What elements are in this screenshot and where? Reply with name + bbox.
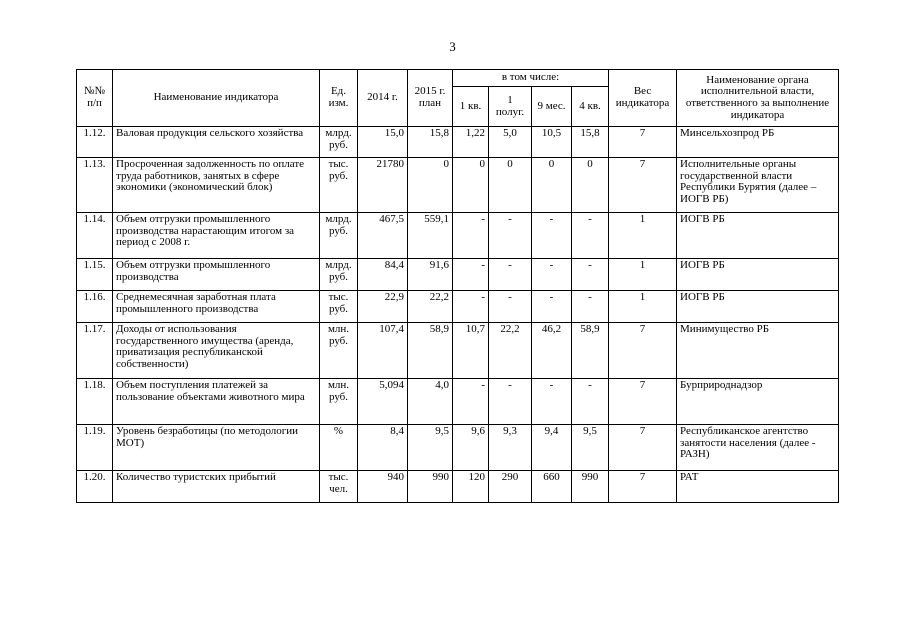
row-name: Среднемесячная заработная плата промышленного производства <box>113 291 320 323</box>
row-weight: 7 <box>609 158 677 213</box>
row-name: Уровень безработицы (по методологии МОТ) <box>113 425 320 471</box>
row-name: Валовая продукция сельского хозяйства <box>113 127 320 158</box>
table-row <box>77 323 839 379</box>
row-2014: 21780 <box>358 158 408 213</box>
row-num: 1.12. <box>77 127 113 158</box>
row-q4: - <box>572 259 609 291</box>
row-name: Объем отгрузки промышленного производства нарастающим итогом за период с 2008 г. <box>113 213 320 259</box>
table-row <box>77 425 839 471</box>
row-name: Доходы от использования государственного имущества (аренда, приватизация республиканской собственности) <box>113 323 320 379</box>
row-weight: 7 <box>609 379 677 425</box>
row-q1: - <box>453 213 489 259</box>
row-organ: ИОГВ РБ <box>677 291 839 323</box>
table-row <box>77 127 839 158</box>
row-9m: 10,5 <box>532 127 572 158</box>
row-name: Просроченная задолженность по оплате труда работников, занятых в сфере экономики (экономический блок) <box>113 158 320 213</box>
header-q1: 1 кв. <box>453 87 489 127</box>
row-weight: 7 <box>609 323 677 379</box>
row-weight: 1 <box>609 291 677 323</box>
row-2014: 22,9 <box>358 291 408 323</box>
row-q1: 0 <box>453 158 489 213</box>
row-q4: 990 <box>572 471 609 503</box>
row-unit: тыс. чел. <box>320 471 358 503</box>
row-num: 1.16. <box>77 291 113 323</box>
header-unit: Ед. изм. <box>320 70 358 127</box>
row-weight: 7 <box>609 425 677 471</box>
row-name: Объем поступления платежей за пользование объектами животного мира <box>113 379 320 425</box>
row-2014: 8,4 <box>358 425 408 471</box>
row-q1: 10,7 <box>453 323 489 379</box>
row-2014: 467,5 <box>358 213 408 259</box>
row-q4: 9,5 <box>572 425 609 471</box>
header-2015-plan: 2015 г. план <box>408 70 453 127</box>
row-2015: 91,6 <box>408 259 453 291</box>
row-2015: 15,8 <box>408 127 453 158</box>
row-h1: - <box>489 213 532 259</box>
indicators-table <box>76 69 839 503</box>
row-q1: - <box>453 291 489 323</box>
row-q4: - <box>572 291 609 323</box>
header-organ: Наименование органа исполнительной власти, ответственного за выполнение индикатора <box>677 70 839 127</box>
row-h1: 5,0 <box>489 127 532 158</box>
header-h1: 1 полуг. <box>489 87 532 127</box>
row-weight: 7 <box>609 471 677 503</box>
row-2014: 940 <box>358 471 408 503</box>
row-unit: млрд. руб. <box>320 127 358 158</box>
page-number: 3 <box>449 39 456 54</box>
row-2015: 4,0 <box>408 379 453 425</box>
row-2014: 107,4 <box>358 323 408 379</box>
row-num: 1.18. <box>77 379 113 425</box>
row-h1: 22,2 <box>489 323 532 379</box>
table-row <box>77 291 839 323</box>
table-row <box>77 158 839 213</box>
row-organ: Бурприроднадзор <box>677 379 839 425</box>
row-organ: РАТ <box>677 471 839 503</box>
row-2015: 559,1 <box>408 213 453 259</box>
row-h1: 0 <box>489 158 532 213</box>
header-2014: 2014 г. <box>358 70 408 127</box>
header-name: Наименование индикатора <box>113 70 320 127</box>
row-2015: 990 <box>408 471 453 503</box>
row-num: 1.20. <box>77 471 113 503</box>
table-row <box>77 259 839 291</box>
row-organ: Исполнительные органы государственной власти Республики Бурятия (далее – ИОГВ РБ) <box>677 158 839 213</box>
row-9m: 9,4 <box>532 425 572 471</box>
row-q1: 9,6 <box>453 425 489 471</box>
row-2015: 22,2 <box>408 291 453 323</box>
row-q4: 58,9 <box>572 323 609 379</box>
row-q4: - <box>572 379 609 425</box>
row-2014: 84,4 <box>358 259 408 291</box>
row-num: 1.15. <box>77 259 113 291</box>
header-9m: 9 мес. <box>532 87 572 127</box>
header-including: в том числе: <box>453 70 609 87</box>
row-num: 1.19. <box>77 425 113 471</box>
row-2015: 0 <box>408 158 453 213</box>
row-h1: - <box>489 259 532 291</box>
row-unit: млрд. руб. <box>320 213 358 259</box>
row-q4: - <box>572 213 609 259</box>
row-9m: - <box>532 259 572 291</box>
row-weight: 7 <box>609 127 677 158</box>
row-weight: 1 <box>609 259 677 291</box>
row-h1: - <box>489 379 532 425</box>
table-row <box>77 471 839 503</box>
row-organ: ИОГВ РБ <box>677 213 839 259</box>
header-weight: Вес индикатора <box>609 70 677 127</box>
row-2014: 15,0 <box>358 127 408 158</box>
row-organ: Минсельхозпрод РБ <box>677 127 839 158</box>
row-num: 1.14. <box>77 213 113 259</box>
row-9m: - <box>532 213 572 259</box>
row-organ: Республиканское агентство занятости населения (далее - РАЗН) <box>677 425 839 471</box>
row-9m: - <box>532 379 572 425</box>
row-2015: 58,9 <box>408 323 453 379</box>
header-q4: 4 кв. <box>572 87 609 127</box>
row-9m: 0 <box>532 158 572 213</box>
table-row <box>77 379 839 425</box>
row-2014: 5,094 <box>358 379 408 425</box>
row-9m: 46,2 <box>532 323 572 379</box>
row-unit: млн. руб. <box>320 379 358 425</box>
table-row <box>77 213 839 259</box>
row-unit: % <box>320 425 358 471</box>
row-h1: - <box>489 291 532 323</box>
row-q1: - <box>453 259 489 291</box>
row-num: 1.13. <box>77 158 113 213</box>
row-q1: 1,22 <box>453 127 489 158</box>
row-9m: - <box>532 291 572 323</box>
row-2015: 9,5 <box>408 425 453 471</box>
row-weight: 1 <box>609 213 677 259</box>
row-q4: 15,8 <box>572 127 609 158</box>
row-num: 1.17. <box>77 323 113 379</box>
row-name: Количество туристских прибытий <box>113 471 320 503</box>
row-h1: 9,3 <box>489 425 532 471</box>
row-organ: Минимущество РБ <box>677 323 839 379</box>
row-unit: млрд. руб. <box>320 259 358 291</box>
row-q1: 120 <box>453 471 489 503</box>
row-organ: ИОГВ РБ <box>677 259 839 291</box>
row-unit: тыс. руб. <box>320 291 358 323</box>
header-num: №№ п/п <box>77 70 113 127</box>
row-unit: млн. руб. <box>320 323 358 379</box>
row-unit: тыс. руб. <box>320 158 358 213</box>
row-9m: 660 <box>532 471 572 503</box>
row-h1: 290 <box>489 471 532 503</box>
row-q4: 0 <box>572 158 609 213</box>
row-name: Объем отгрузки промышленного производства <box>113 259 320 291</box>
row-q1: - <box>453 379 489 425</box>
